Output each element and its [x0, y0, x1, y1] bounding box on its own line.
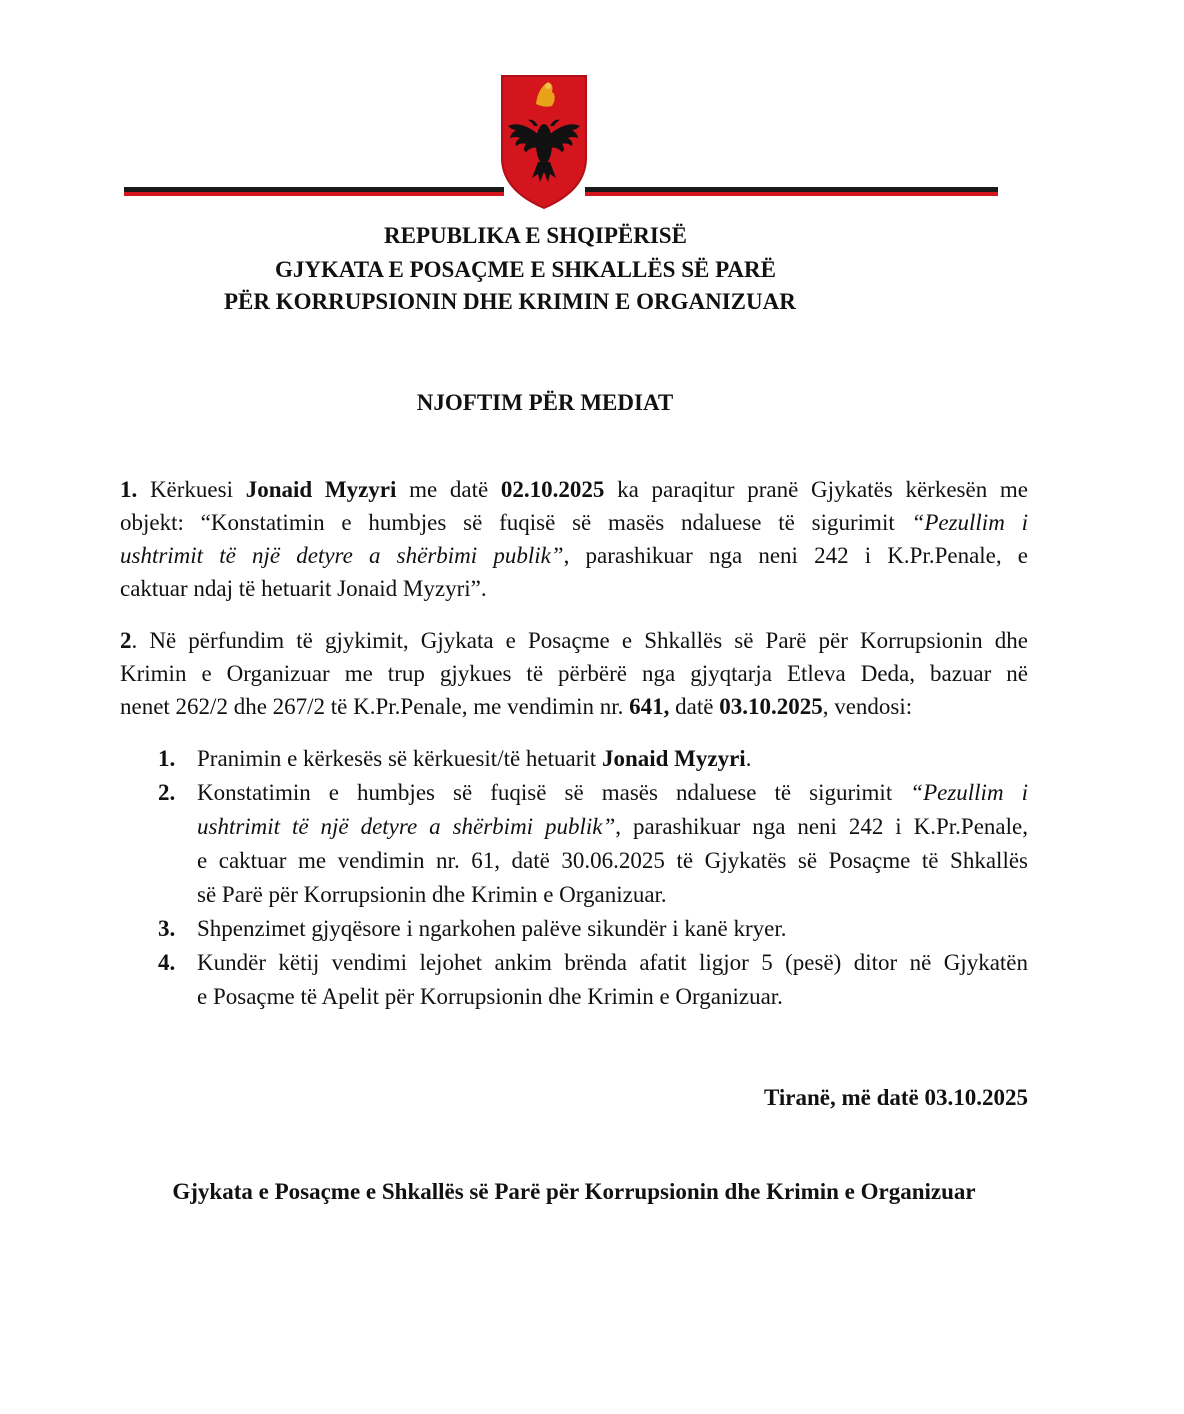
- list-item: 4. Kundër këtij vendimi lejohet ankim brënda afatit ligjor 5 (pesë) ditor në Gjykatën e Posaçme të Apelit për Korrupsionin dhe Krimin e Organizuar.: [158, 950, 1028, 1009]
- paragraph-number: 1.: [120, 477, 138, 502]
- list-item: 1. Pranimin e kërkesës së kërkuesit/të hetuarit Jonaid Myzyri.: [158, 746, 752, 771]
- header-rule-right: [585, 187, 998, 196]
- list-item: 3. Shpenzimet gjyqësore i ngarkohen palëve sikundër i kanë kryer.: [158, 916, 787, 941]
- decision-number: 641,: [629, 694, 670, 719]
- header-line-jurisdiction: PËR KORRUPSIONIN DHE KRIMIN E ORGANIZUAR: [224, 289, 796, 314]
- albanian-coat-of-arms-icon: [498, 74, 590, 210]
- court-signature: Gjykata e Posaçme e Shkallës së Parë për Korrupsionin dhe Krimin e Organizuar: [172, 1179, 976, 1204]
- paragraph-1: 1. Kërkuesi Jonaid Myzyri me datë 02.10.2025 ka paraqitur pranë Gjykatës kërkesën me objekt: “Konstatimin e humbjes së fuqisë së masës ndaluese të sigurimit “Pezullim i ushtrimit të një detyre a shërbimi publik”, parashikuar nga neni 242 i K.Pr.Penale, e caktuar ndaj të hetuarit Jonaid Myzyri”.: [120, 477, 1029, 601]
- list-item: 2. Konstatimin e humbjes së fuqisë së masës ndaluese të sigurimit “Pezullim i ushtrimit të një detyre a shërbimi publik”, parashikuar nga neni 242 i K.Pr.Penale, e caktuar me vendimin nr. 61, datë 30.06.2025 të Gjykatës së Posaçme të Shkallës së Parë për Korrupsionin dhe Krimin e Organizuar.: [158, 780, 1029, 907]
- decision-date: 03.10.2025: [719, 694, 823, 719]
- header-line-republic: REPUBLIKA E SHQIPËRISË: [384, 223, 687, 248]
- paragraph-number: 2: [120, 628, 132, 653]
- page-title: NJOFTIM PËR MEDIAT: [416, 390, 674, 415]
- header-line-court: GJYKATA E POSAÇME E SHKALLËS SË PARË: [275, 257, 776, 282]
- request-date: 02.10.2025: [500, 477, 605, 502]
- requester-name: Jonaid Myzyri: [245, 477, 397, 502]
- paragraph-2: 2. Në përfundim të gjykimit, Gjykata e Posaçme e Shkallës së Parë për Korrupsionin dhe Krimin e Organizuar me trup gjykues të përbërë nga gjyqtarja Etleva Deda, bazuar në nenet 262/2 dhe 267/2 të K.Pr.Penale, me vendimin nr. 641, datë 03.10.2025, vendosi:: [120, 628, 1028, 719]
- place-and-date: Tiranë, më datë 03.10.2025: [763, 1085, 1028, 1110]
- header-rule-left: [124, 187, 504, 196]
- decision-list: [120, 742, 1028, 1014]
